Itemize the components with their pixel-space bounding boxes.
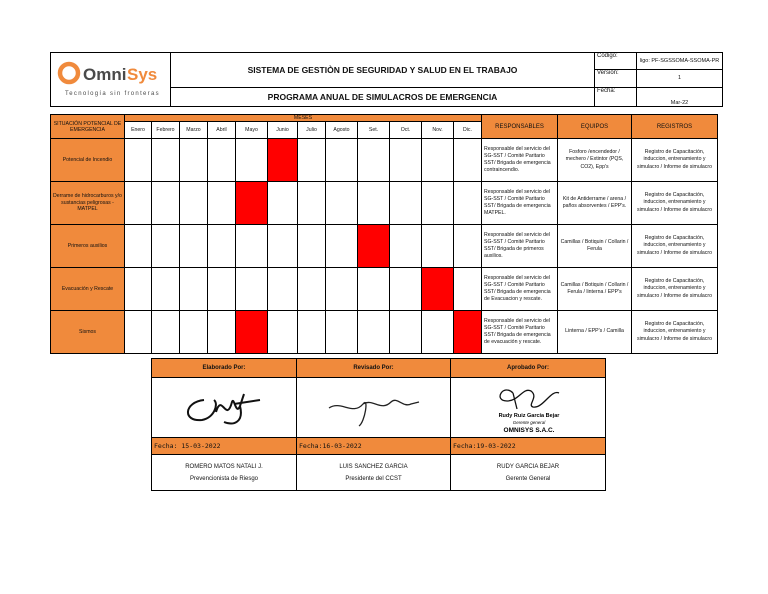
month-cell <box>422 311 454 354</box>
month-header: Set. <box>358 122 390 139</box>
month-cell <box>298 311 326 354</box>
month-header: Nov. <box>422 122 454 139</box>
stamp-line-1: Rudy Ruiz García Bejar <box>498 412 560 419</box>
logo-brand-left: Omni <box>83 65 127 84</box>
equipos-header: EQUIPOS <box>558 115 632 139</box>
month-cell <box>152 182 180 225</box>
month-cell <box>152 311 180 354</box>
table-row <box>51 139 718 182</box>
month-cell <box>268 182 298 225</box>
situation-cell: Derrame de hidrocarburos y/o sustancias peligrosas - MATPEL <box>51 182 125 225</box>
aprobado-name: RUDY GARCIA BEJAR <box>451 455 606 473</box>
month-cell <box>180 225 208 268</box>
revisado-name: LUIS SANCHEZ GARCIA <box>297 455 451 473</box>
registros-cell: Registro de Capacitación, induccion, entrenamiento y simulacro / Informe de simulacro <box>632 182 718 225</box>
month-cell <box>208 139 236 182</box>
equipos-cell: Linterna / EPP's / Camilla <box>558 311 632 354</box>
elaborado-role: Prevencionista de Riesgo <box>152 473 297 491</box>
month-cell <box>422 139 454 182</box>
simulacros-table <box>50 114 718 354</box>
scheduled-month-cell <box>268 139 298 182</box>
elaborado-heading: Elaborado Por: <box>152 359 297 378</box>
logo-ring-icon <box>60 64 78 82</box>
month-cell <box>125 268 152 311</box>
aprobado-heading: Aprobado Por: <box>451 359 606 378</box>
revisado-signature <box>297 378 451 438</box>
month-cell <box>422 182 454 225</box>
month-cell <box>298 225 326 268</box>
month-cell <box>125 139 152 182</box>
equipos-cell: Fosforo /encendedor / mechero / Extintor (PQS, CO2), Epp's <box>558 139 632 182</box>
scheduled-month-cell <box>454 311 482 354</box>
month-cell <box>390 225 422 268</box>
equipos-cell: Kit de Antiderrame / arena / paños absorventes / EPP's. <box>558 182 632 225</box>
month-cell <box>208 225 236 268</box>
month-cell <box>236 225 268 268</box>
month-cell <box>390 268 422 311</box>
month-cell <box>326 311 358 354</box>
month-cell <box>454 268 482 311</box>
responsables-cell: Responsable del servicio del SG-SST / Comité Paritario SST/ Brigada de emergencia de evacuación y rescate. <box>482 311 558 354</box>
table-row <box>51 311 718 354</box>
month-cell <box>390 139 422 182</box>
month-cell <box>268 225 298 268</box>
table-row <box>51 268 718 311</box>
situation-cell: Evacuación y Rescate <box>51 268 125 311</box>
month-cell <box>390 311 422 354</box>
aprobado-signature <box>451 378 606 438</box>
registros-header: REGISTROS <box>632 115 718 139</box>
scheduled-month-cell <box>236 311 268 354</box>
revisado-heading: Revisado Por: <box>297 359 451 378</box>
month-cell <box>236 139 268 182</box>
month-cell <box>298 182 326 225</box>
month-cell <box>208 182 236 225</box>
responsables-cell: Responsable del servicio del SG-SST / Comité Paritario SST/ Brigada de emergencia de Evacuacion y rescate. <box>482 268 558 311</box>
month-cell <box>208 268 236 311</box>
month-cell <box>208 311 236 354</box>
month-cell <box>358 139 390 182</box>
logo-brand-right: Sys <box>127 65 158 84</box>
month-header: Enero <box>125 122 152 139</box>
registros-cell: Registro de Capacitación, induccion, entrenamiento y simulacro / Informe de simulacro <box>632 225 718 268</box>
month-cell <box>298 139 326 182</box>
registros-cell: Registro de Capacitación, induccion, entrenamiento y simulacro / Informe de simulacro <box>632 139 718 182</box>
month-cell <box>152 139 180 182</box>
month-cell <box>152 225 180 268</box>
situation-cell: Primeros auxilios <box>51 225 125 268</box>
situation-cell: Sismos <box>51 311 125 354</box>
month-header: Marzo <box>180 122 208 139</box>
month-cell <box>454 139 482 182</box>
document-header <box>50 52 723 107</box>
signature-elaborado-icon <box>174 382 274 432</box>
month-cell <box>180 268 208 311</box>
aprobado-date: Fecha:19-03-2022 <box>451 438 606 455</box>
revisado-role: Presidente del CCST <box>297 473 451 491</box>
month-cell <box>422 225 454 268</box>
situation-cell: Potencial de Incendio <box>51 139 125 182</box>
month-cell <box>180 311 208 354</box>
document-title: SISTEMA DE GESTIÒN DE SEGURIDAD Y SALUD EN EL TRABAJO <box>171 53 595 88</box>
equipos-cell: Camillas / Botiquin / Collarin / Ferula <box>558 225 632 268</box>
month-cell <box>125 311 152 354</box>
fecha-label: Fecha: <box>595 87 637 106</box>
version-value: 1 <box>637 70 723 87</box>
stamp-line-2: Gerente general <box>512 419 546 425</box>
responsables-cell: Responsable del servicio del SG-SST / Comité Paritario SST/ Brigada de emergencia contraincendio. <box>482 139 558 182</box>
stamp-line-3: OMNISYS S.A.C. <box>503 426 555 434</box>
month-cell <box>326 139 358 182</box>
scheduled-month-cell <box>236 182 268 225</box>
situacion-header: SITUACIÓN POTENCIAL DE EMERGENCIA <box>51 115 125 139</box>
month-header: Mayo <box>236 122 268 139</box>
month-cell <box>358 311 390 354</box>
month-cell <box>298 268 326 311</box>
version-label: Versión: <box>595 70 637 87</box>
month-cell <box>268 311 298 354</box>
table-row <box>51 225 718 268</box>
month-cell <box>180 182 208 225</box>
month-cell <box>358 182 390 225</box>
month-cell <box>454 225 482 268</box>
month-cell <box>125 182 152 225</box>
month-header: Febrero <box>152 122 180 139</box>
revisado-date: Fecha:16-03-2022 <box>297 438 451 455</box>
signature-aprobado-icon <box>473 379 583 435</box>
aprobado-role: Gerente General <box>451 473 606 491</box>
registros-cell: Registro de Capacitación, induccion, entrenamiento y simulacro / Informe de simulacro <box>632 311 718 354</box>
company-logo <box>51 53 171 107</box>
equipos-cell: Camillas / Botiquin / Collarin / Ferula / linterna / EPP's <box>558 268 632 311</box>
month-cell <box>326 268 358 311</box>
codigo-label: Código: <box>595 53 637 70</box>
month-cell <box>152 268 180 311</box>
month-cell <box>358 268 390 311</box>
logo-tagline: Tecnología sin fronteras <box>65 91 160 97</box>
fecha-value: Mar-22 <box>637 87 723 106</box>
month-cell <box>326 225 358 268</box>
month-cell <box>390 182 422 225</box>
month-header: Agosto <box>326 122 358 139</box>
month-cell <box>268 268 298 311</box>
month-header: Oct. <box>390 122 422 139</box>
month-header: Julio <box>298 122 326 139</box>
month-cell <box>454 182 482 225</box>
signature-revisado-icon <box>319 382 429 432</box>
month-cell <box>326 182 358 225</box>
document-subtitle: PROGRAMA ANUAL DE SIMULACROS DE EMERGENCIA <box>171 87 595 106</box>
month-cell <box>236 268 268 311</box>
codigo-value: ligo: PF-SGSSOMA-SSOMA-PR <box>637 53 723 70</box>
elaborado-date: Fecha: 15-03-2022 <box>152 438 297 455</box>
meses-header: MESES <box>125 115 482 122</box>
table-row <box>51 182 718 225</box>
responsables-cell: Responsable del servicio del SG-SST / Comité Paritario SST/ Brigada de primeros auxilios. <box>482 225 558 268</box>
month-header: Dic. <box>454 122 482 139</box>
responsables-cell: Responsable del servicio del SG-SST / Comité Paritario SST/ Brigada de emergencia MATPEL. <box>482 182 558 225</box>
elaborado-signature <box>152 378 297 438</box>
signature-block <box>151 358 606 491</box>
elaborado-name: ROMERO MATOS NATALI J. <box>152 455 297 473</box>
month-cell <box>125 225 152 268</box>
month-header: Abril <box>208 122 236 139</box>
registros-cell: Registro de Capacitación, induccion, entrenamiento y simulacro / Informe de simulacro <box>632 268 718 311</box>
scheduled-month-cell <box>358 225 390 268</box>
scheduled-month-cell <box>422 268 454 311</box>
responsables-header: RESPONSABLES <box>482 115 558 139</box>
month-cell <box>180 139 208 182</box>
month-header: Junio <box>268 122 298 139</box>
